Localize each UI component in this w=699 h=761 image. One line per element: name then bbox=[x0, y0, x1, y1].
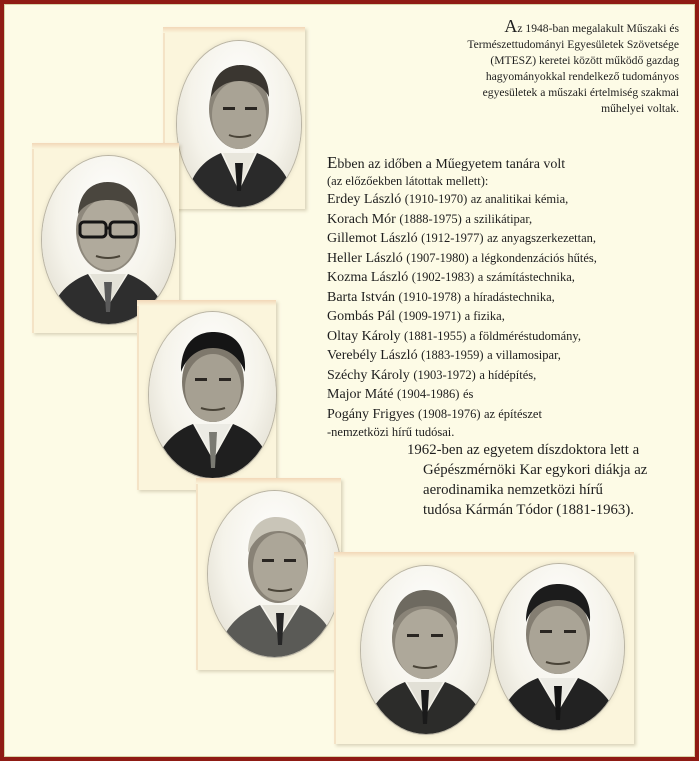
person-years: (1881-1955) bbox=[403, 328, 467, 343]
faculty-person-row bbox=[327, 268, 657, 288]
intro-paragraph bbox=[415, 18, 679, 117]
honor-line-4: tudósa Kármán Tódor (1881-1963). bbox=[423, 502, 634, 518]
portrait-oval-1 bbox=[177, 41, 301, 207]
person-name: Gombás Pál bbox=[327, 309, 396, 324]
person-name: Korach Mór bbox=[327, 211, 396, 227]
portrait-oval-2 bbox=[42, 156, 175, 324]
intro-line-6: műhelyei voltak. bbox=[601, 102, 679, 115]
person-field: a villamosipar, bbox=[487, 348, 561, 362]
faculty-person-row bbox=[327, 288, 657, 308]
person-field: a számítástechnika, bbox=[477, 270, 575, 284]
faculty-person-row bbox=[327, 346, 657, 366]
photo-card-4 bbox=[196, 478, 341, 670]
person-years: (1902-1983) bbox=[411, 270, 475, 284]
person-years: (1908-1976) bbox=[418, 406, 481, 421]
person-name: Verebély László bbox=[327, 348, 418, 363]
faculty-person-row bbox=[327, 366, 657, 386]
faculty-person-row bbox=[327, 327, 657, 347]
intro-line-4: hagyományokkal rendelkező tudományos bbox=[485, 70, 679, 83]
portrait-photo-1 bbox=[177, 41, 301, 207]
portrait-photo-6 bbox=[494, 564, 624, 730]
person-field: az anyagszerkezettan, bbox=[487, 231, 597, 245]
person-name: Heller László bbox=[327, 250, 403, 266]
portrait-oval-3 bbox=[149, 312, 276, 478]
intro-line-2: Természettudományi Egyesületek Szövetsége bbox=[467, 38, 679, 51]
person-name: Gillemot László bbox=[327, 231, 418, 246]
person-field: az építészet bbox=[484, 406, 542, 421]
faculty-person-row bbox=[327, 405, 657, 425]
honor-line-1: 1962-ben az egyetem díszdoktora lett a bbox=[407, 442, 640, 458]
portrait-oval-6 bbox=[494, 564, 624, 730]
photo-card-3 bbox=[137, 300, 276, 490]
person-years: (1883-1959) bbox=[421, 348, 484, 362]
faculty-person-row bbox=[327, 307, 657, 327]
honorary-doctorate-paragraph bbox=[407, 440, 695, 520]
intro-line-3: (MTESZ) keretei között működő gazdag bbox=[490, 54, 679, 67]
faculty-person-row bbox=[327, 229, 657, 249]
page bbox=[4, 4, 695, 757]
faculty-person-row bbox=[327, 210, 657, 230]
faculty-person-row bbox=[327, 249, 657, 269]
faculty-heading: Ebben az időben a Műegyetem tanára volt bbox=[327, 153, 566, 172]
person-years: (1910-1978) bbox=[398, 289, 462, 304]
faculty-people bbox=[327, 190, 657, 424]
person-name: Barta István bbox=[327, 289, 396, 305]
person-field: az analitikai kémia, bbox=[470, 192, 569, 206]
person-years: (1910-1970) bbox=[404, 192, 468, 206]
faculty-list bbox=[327, 154, 657, 440]
portrait-photo-4 bbox=[208, 491, 341, 657]
portrait-oval-5 bbox=[361, 566, 491, 734]
faculty-person-row bbox=[327, 190, 657, 210]
person-name: Major Máté bbox=[327, 387, 394, 402]
person-name: Oltay Károly bbox=[327, 328, 401, 344]
honor-line-2: Gépészmérnöki Kar egykori diákja az bbox=[423, 462, 648, 478]
person-years: (1912-1977) bbox=[421, 231, 484, 245]
faculty-note: (az előzőekben látottak mellett): bbox=[327, 174, 489, 188]
portrait-photo-2 bbox=[42, 156, 175, 324]
person-field: a légkondenzációs hűtés, bbox=[472, 250, 597, 265]
person-field: és bbox=[462, 387, 474, 401]
person-name: Erdey László bbox=[327, 192, 402, 207]
intro-line-1: Az 1948-ban megalakult Műszaki és bbox=[504, 16, 679, 36]
intro-dropcap: A bbox=[504, 16, 518, 36]
portrait-oval-4 bbox=[208, 491, 341, 657]
person-name: Kozma László bbox=[327, 270, 409, 285]
person-field: a szilikátipar, bbox=[465, 211, 533, 226]
person-field: a hídépítés, bbox=[479, 367, 537, 382]
photo-card-5 bbox=[334, 552, 634, 744]
photo-card-1 bbox=[163, 27, 305, 209]
person-name: Pogány Frigyes bbox=[327, 406, 415, 422]
portrait-photo-3 bbox=[149, 312, 276, 478]
person-field: a híradástechnika, bbox=[464, 289, 555, 304]
person-years: (1903-1972) bbox=[413, 367, 476, 382]
person-years: (1904-1986) bbox=[396, 387, 460, 401]
intro-line-5: egyesületek a műszaki értelmiség szakmai bbox=[482, 86, 679, 99]
person-years: (1888-1975) bbox=[399, 211, 462, 226]
faculty-person-row bbox=[327, 385, 657, 405]
portrait-photo-5 bbox=[361, 566, 491, 734]
honor-line-3: aerodinamika nemzetközi hírű bbox=[423, 482, 603, 498]
person-name: Széchy Károly bbox=[327, 367, 410, 383]
person-years: (1909-1971) bbox=[398, 309, 462, 323]
person-years: (1907-1980) bbox=[406, 250, 469, 265]
person-field: a fizika, bbox=[464, 309, 505, 323]
person-field: a földméréstudomány, bbox=[469, 328, 581, 343]
faculty-closing: -nemzetközi hírű tudósai. bbox=[327, 425, 455, 439]
